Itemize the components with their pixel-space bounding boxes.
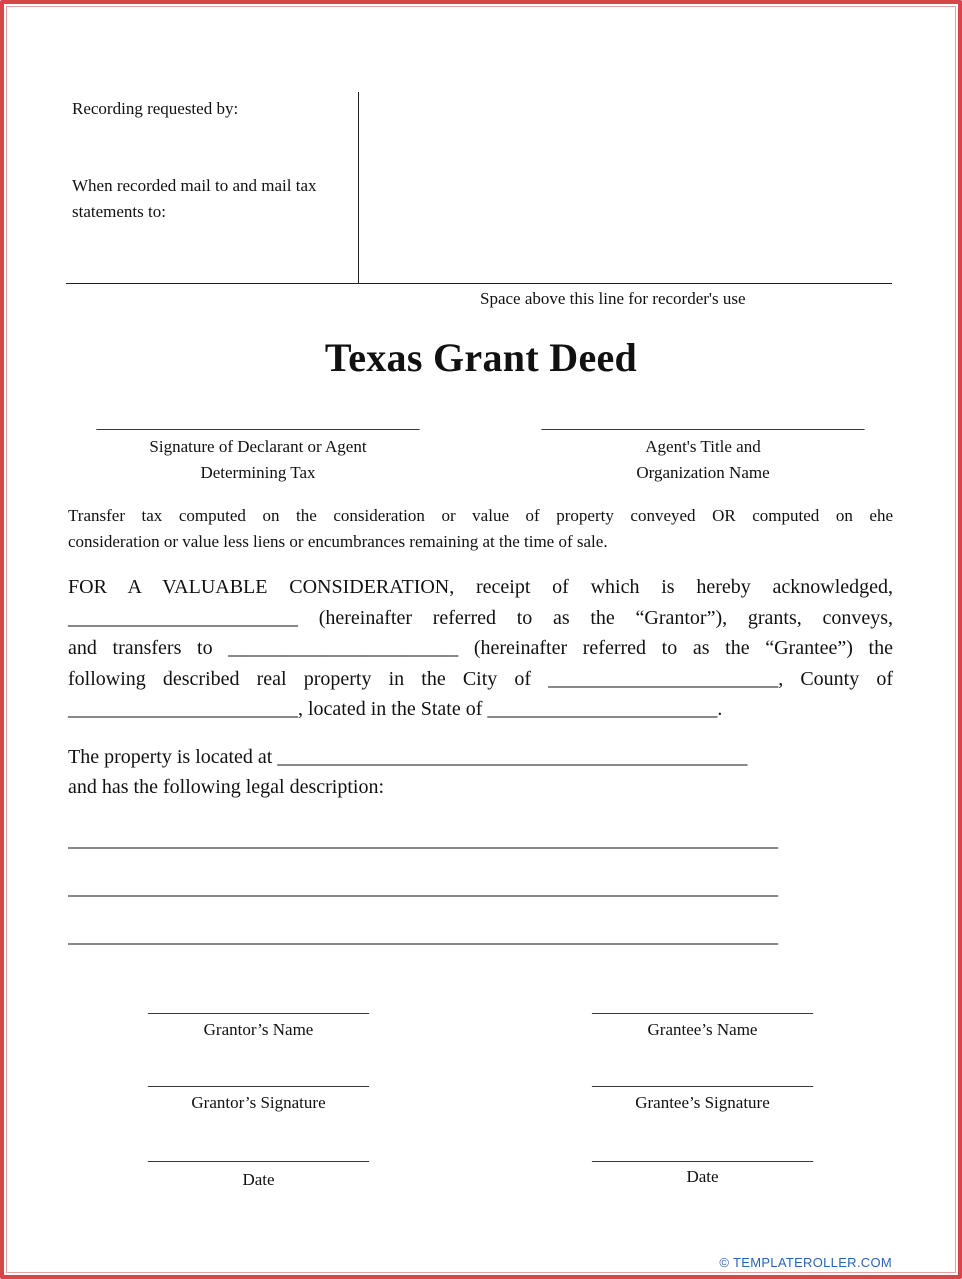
transfer-tax-line2: consideration or value less liens or encumbrances remaining at the time of sale.	[68, 532, 608, 551]
consideration-line2: _______________________ (hereinafter referred to as the “Grantor”), grants, conveys,	[68, 607, 893, 629]
grantor-date-line: __________________________	[148, 1145, 369, 1164]
grantee-signature-label: Grantee’s Signature	[635, 1093, 770, 1112]
agent-title-label-line1: Agent's Title and	[645, 437, 761, 456]
grantor-date-label: Date	[242, 1170, 275, 1189]
mail-to-label-line2: statements to:	[72, 202, 166, 221]
recorder-box-divider	[358, 92, 359, 284]
transfer-tax-line1: Transfer tax computed on the consideration or value of property conveyed OR computed on ehe	[68, 506, 893, 525]
grantee-name-label: Grantee’s Name	[647, 1020, 758, 1039]
grantor-name-line: __________________________	[148, 997, 369, 1016]
mail-to-label-line1: When recorded mail to and mail tax	[72, 176, 317, 195]
legal-description-blank-3: _______________________________________________________________________	[68, 925, 778, 947]
property-location-line: The property is located at _______________________________________________	[68, 746, 748, 768]
recorder-space-line	[66, 283, 892, 284]
document-title: Texas Grant Deed	[324, 335, 638, 380]
grantee-date-label: Date	[686, 1167, 719, 1186]
grantor-name-label: Grantor’s Name	[203, 1020, 314, 1039]
grantee-name-line: __________________________	[592, 997, 813, 1016]
recorder-space-note: Space above this line for recorder's use	[480, 289, 746, 308]
property-description-label: and has the following legal description:	[68, 776, 385, 798]
recording-requested-label: Recording requested by:	[72, 99, 239, 118]
consideration-line1: FOR A VALUABLE CONSIDERATION, receipt of which is hereby acknowledged,	[68, 576, 893, 598]
consideration-line5: _______________________, located in the State of _______________________.	[68, 698, 723, 720]
declarant-signature-line: ______________________________________	[96, 413, 420, 432]
agent-title-label-line2: Organization Name	[636, 463, 770, 482]
templateroller-link[interactable]: © TEMPLATEROLLER.COM	[719, 1255, 892, 1270]
consideration-line3: and transfers to _______________________ (hereinafter referred to as the “Grantee”) the	[68, 637, 893, 659]
grantee-signature-line: __________________________	[592, 1070, 813, 1089]
declarant-label-line2: Determining Tax	[200, 463, 316, 482]
grantor-signature-label: Grantor’s Signature	[191, 1093, 326, 1112]
consideration-line4: following described real property in the City of _______________________, County of	[68, 668, 893, 690]
grantor-signature-line: __________________________	[148, 1070, 369, 1089]
declarant-label-line1: Signature of Declarant or Agent	[149, 437, 367, 456]
grantee-date-line: __________________________	[592, 1145, 813, 1164]
agent-title-line: ______________________________________	[541, 413, 865, 432]
legal-description-blank-2: _______________________________________________________________________	[68, 877, 778, 899]
legal-description-blank-1: _______________________________________________________________________	[68, 829, 778, 851]
